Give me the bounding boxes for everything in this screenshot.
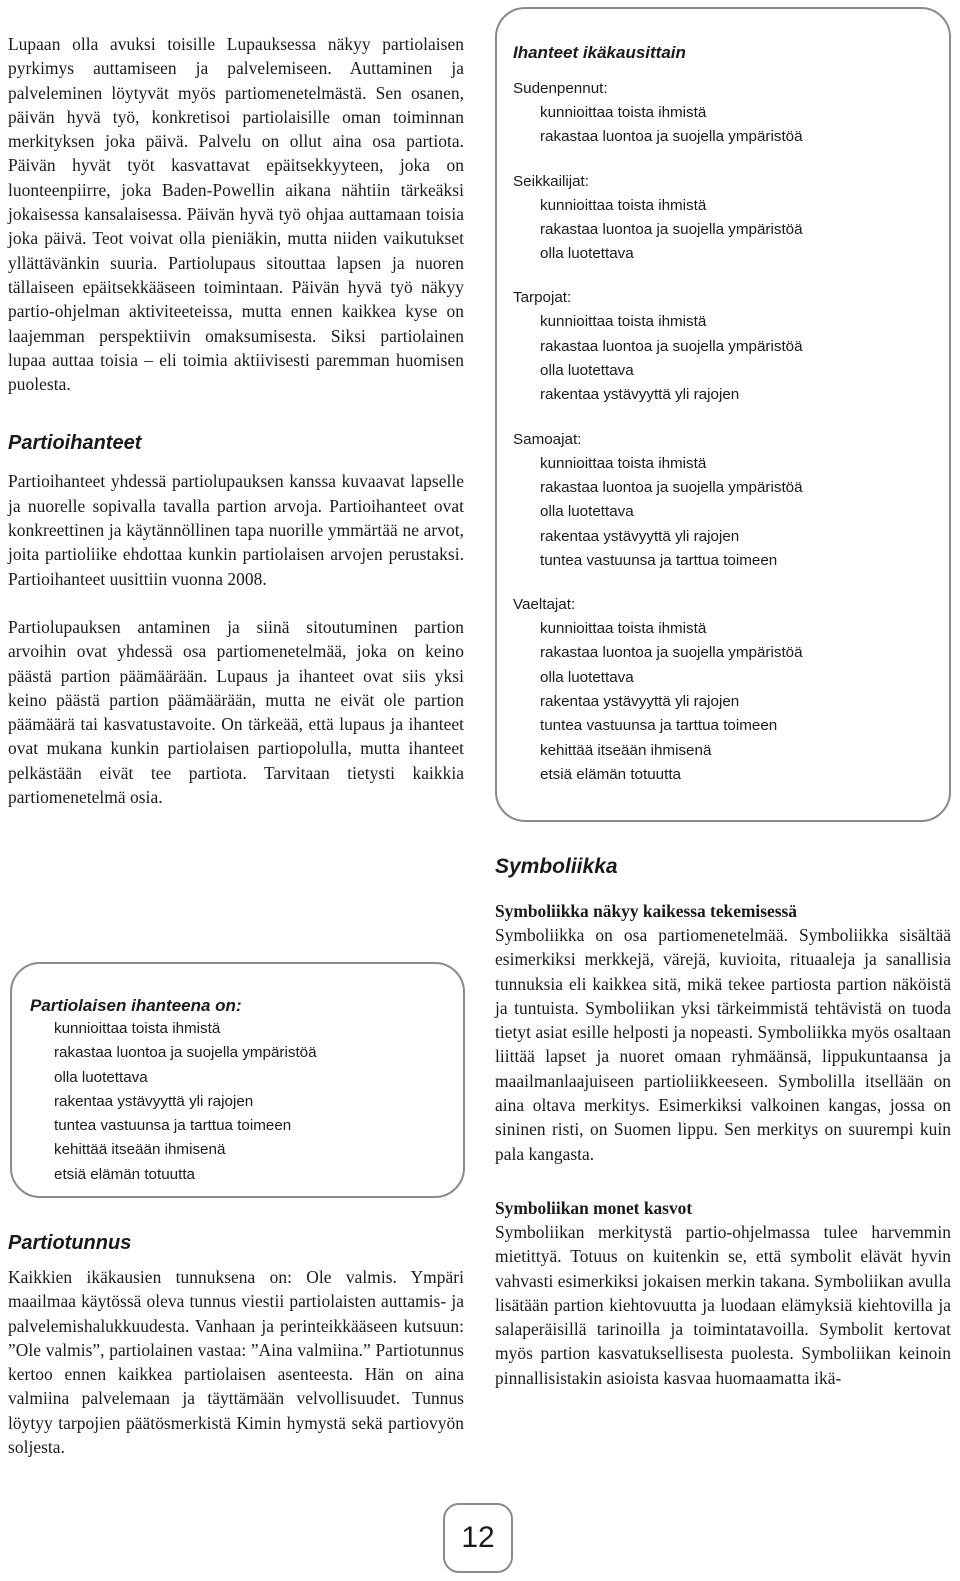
age-group-seikkailijat (513, 170, 931, 267)
ideal-item: tuntea vastuunsa ja tarttua toimeen (54, 1117, 292, 1135)
ideal-item: olla luotettava (54, 1068, 148, 1086)
age-group-sudenpennut (513, 77, 931, 150)
ideal-item: rakentaa ystävyyttä yli rajojen (54, 1092, 254, 1110)
age-group-label: Vaeltajat: (513, 596, 576, 614)
symboliikka-section (495, 855, 951, 1390)
ideal-item: kunnioittaa toista ihmistä (540, 620, 707, 638)
age-group-list (513, 452, 931, 573)
partioihanteet-paragraph-2: Partiolupauksen antaminen ja siinä sitoutuminen partion arvoihin ovat yhdessä osa partiomenetelmää, joka on keino päästä partion päämäärään. Lupaus ja ihanteet ovat siis yksi keino päästä partion päämäärään, mutta ne eivät ole partion päämäärä tai kasvatustavoite. On tärkeää, että lupaus ja ihanteet ovat mukana kunkin partiolaisen partiopolulla, mutta ihanteet pelkästään eivät tee partiota. Tarvitaan tietysti kaikkia partiomenetelmä osia. (8, 616, 464, 808)
age-group-tarpojat (513, 286, 931, 407)
partiotunnus-paragraph: Kaikkien ikäkausien tunnuksena on: Ole valmis. Ympäri maailmaa käytössä oleva tunnus viestii partiolaisten auttamis- ja palvelemishalukkuudesta. Vanhaan ja perinteikkääseen kutsuun: ”Ole valmis”, partiolainen vastaa: ”Aina valmiina.” Partiotunnus kertoo ennen kaikkea partiolaisen asenteesta. Hän on aina valmiina palvelemaan ja täyttämään velvollisuudet. Tunnus löytyy tarpojien päätösmerkistä Kimin hymystä sekä partiovyön soljesta. (8, 1267, 464, 1458)
age-group-label: Tarpojat: (513, 289, 572, 307)
page-number: 12 (443, 1503, 513, 1573)
left-column (8, 32, 464, 809)
age-group-label: Seikkailijat: (513, 172, 589, 190)
partiotunnus-section (8, 1232, 464, 1459)
ideal-item: tuntea vastuunsa ja tarttua toimeen (540, 717, 778, 735)
ideals-box (10, 962, 465, 1198)
ideal-item: rakastaa luontoa ja suojella ympäristöä (540, 644, 803, 662)
symboliikka-paragraph-1: Symboliikka on osa partiomenetelmää. Symboliikka sisältää esimerkiksi merkkejä, värejä, kuvioita, rituaaleja ja sanallisia tunnuksia eli kaikkea sitä, mikä tekee partiosta partion näköistä ja tuntuista. Symboliikan yksi tärkeimmistä tehtävistä on tuoda tietyt asiat esille helposti ja nopeasti. Symboliikka myös osaltaan liittää lapset ja nuoret omaan ryhmäänsä, lippukuntaansa ja maailmanlaajuiseen partioliikkeeseen. Symbolilla itsellään on aina oltava merkitys. Esimerkiksi valkoinen kangas, jossa on sininen risti, on Suomen lippu. Sen merkitys on suurempi kuin pala kangasta. (495, 925, 951, 1164)
ideal-item: etsiä elämän totuutta (540, 765, 681, 783)
ideal-item: kunnioittaa toista ihmistä (540, 104, 707, 121)
ideal-item: kunnioittaa toista ihmistä (540, 313, 707, 331)
ideal-item: olla luotettava (540, 668, 634, 686)
ideal-item: rakentaa ystävyyttä yli rajojen (540, 386, 740, 404)
partiotunnus-heading: Partiotunnus (8, 1232, 132, 1254)
age-group-label: Samoajat: (513, 430, 582, 448)
ideal-item: rakastaa luontoa ja suojella ympäristöä (540, 128, 803, 146)
age-groups-title: Ihanteet ikäkausittain (513, 43, 686, 62)
age-group-list (513, 310, 931, 407)
ideal-item: olla luotettava (540, 362, 634, 380)
age-group-list (513, 617, 931, 787)
ideal-item: rakastaa luontoa ja suojella ympäristöä (54, 1044, 317, 1062)
age-group-samoajat (513, 428, 931, 573)
ideal-item: tuntea vastuunsa ja tarttua toimeen (540, 551, 778, 569)
symboliikka-heading: Symboliikka (495, 855, 618, 878)
age-group-vaeltajat (513, 593, 931, 787)
ideal-item: rakastaa luontoa ja suojella ympäristöä (540, 220, 803, 238)
partioihanteet-paragraph-1: Partioihanteet yhdessä partiolupauksen kanssa kuvaavat lapselle ja nuorelle sopivalla tavalla partion arvoja. Partioihanteet ovat konkreettinen ja käytännöllinen tapa nuorille ymmärtää ne arvot, joita partioliike ehdottaa kunkin partiolaisen arvojen perustaksi. Partioihanteet uusittiin vuonna 2008. (8, 471, 464, 589)
age-groups-box (495, 7, 951, 822)
symboliikka-subheading-1: Symboliikka näkyy kaikessa tekemisessä (495, 901, 797, 921)
intro-paragraph: Lupaan olla avuksi toisille Lupauksessa näkyy partiolaisen pyrkimys auttamiseen ja palvelemiseen. Auttaminen ja palveleminen löytyvät myös partiomenetelmästä. Sen osanen, päivän hyvä työ, konkretisoi partiolaisille oman toiminnan merkityksen joka päivä. Palvelu on ollut aina osa partiota. Päivän hyvät työt kasvattavat epäitsekkyyteen, joka on luonteenpiirre, joka Baden-Powellin aikana nähtiin tärkeäksi jokaisessa kansalaisessa. Päivän hyvä työ ohjaa auttamaan toisia joka päivä. Teot voivat olla pieniäkin, mutta niiden vaikutukset yllättävänkin suuria. Partiolupaus sitouttaa lapsen ja nuoren tällaiseen epäitsekkääseen toimintaan. Päivän hyvä työ näkyy partio-ohjelman aktiviteeteissa, mutta ennen kaikkea kyse on laajemman perspektiivin omaksumisesta. Siksi partiolainen lupaa auttaa toisia – eli toimia aktiivisesti paremman huomisen puolesta. (8, 34, 464, 395)
ideals-list (30, 1017, 445, 1187)
ideal-item: kunnioittaa toista ihmistä (540, 196, 707, 214)
ideal-item: olla luotettava (540, 245, 634, 263)
partioihanteet-heading: Partioihanteet (8, 432, 142, 455)
ideal-item: kehittää itseään ihmisenä (540, 741, 712, 759)
ideal-item: etsiä elämän totuutta (54, 1165, 195, 1183)
ideals-box-title: Partiolaisen ihanteena on: (30, 996, 242, 1015)
age-group-list (513, 194, 931, 267)
age-group-label: Sudenpennut: (513, 80, 608, 97)
symboliikka-paragraph-2: Symboliikan merkitystä partio-ohjelmassa tulee harvemmin mietittyä. Totuus on kuitenkin se, että symbolit elävät hyvin vahvasti esimerkiksi jokaisen merkin takana. Symboliikan avulla lisätään partion kiehtovuutta ja luodaan elämyksiä kiehtovilla ja salaperäisillä tarinoilla ja toimintatavoilla. Symbolit kertovat myös partion kasvatuksellisesta puolesta. Symboliikan keinoin pinnallisistakin asioista kasvaa huomaamatta ikä- (495, 1221, 951, 1388)
ideal-item: rakastaa luontoa ja suojella ympäristöä (540, 478, 803, 496)
symboliikka-subheading-2: Symboliikan monet kasvot (495, 1197, 693, 1218)
age-group-list (513, 101, 931, 150)
ideal-item: rakastaa luontoa ja suojella ympäristöä (540, 337, 803, 355)
ideal-item: kehittää itseään ihmisenä (54, 1141, 226, 1159)
ideal-item: rakentaa ystävyyttä yli rajojen (540, 527, 740, 545)
ideal-item: rakentaa ystävyyttä yli rajojen (540, 693, 740, 711)
ideal-item: kunnioittaa toista ihmistä (540, 454, 707, 472)
ideal-item: olla luotettava (540, 503, 634, 521)
ideal-item: kunnioittaa toista ihmistä (54, 1020, 221, 1037)
